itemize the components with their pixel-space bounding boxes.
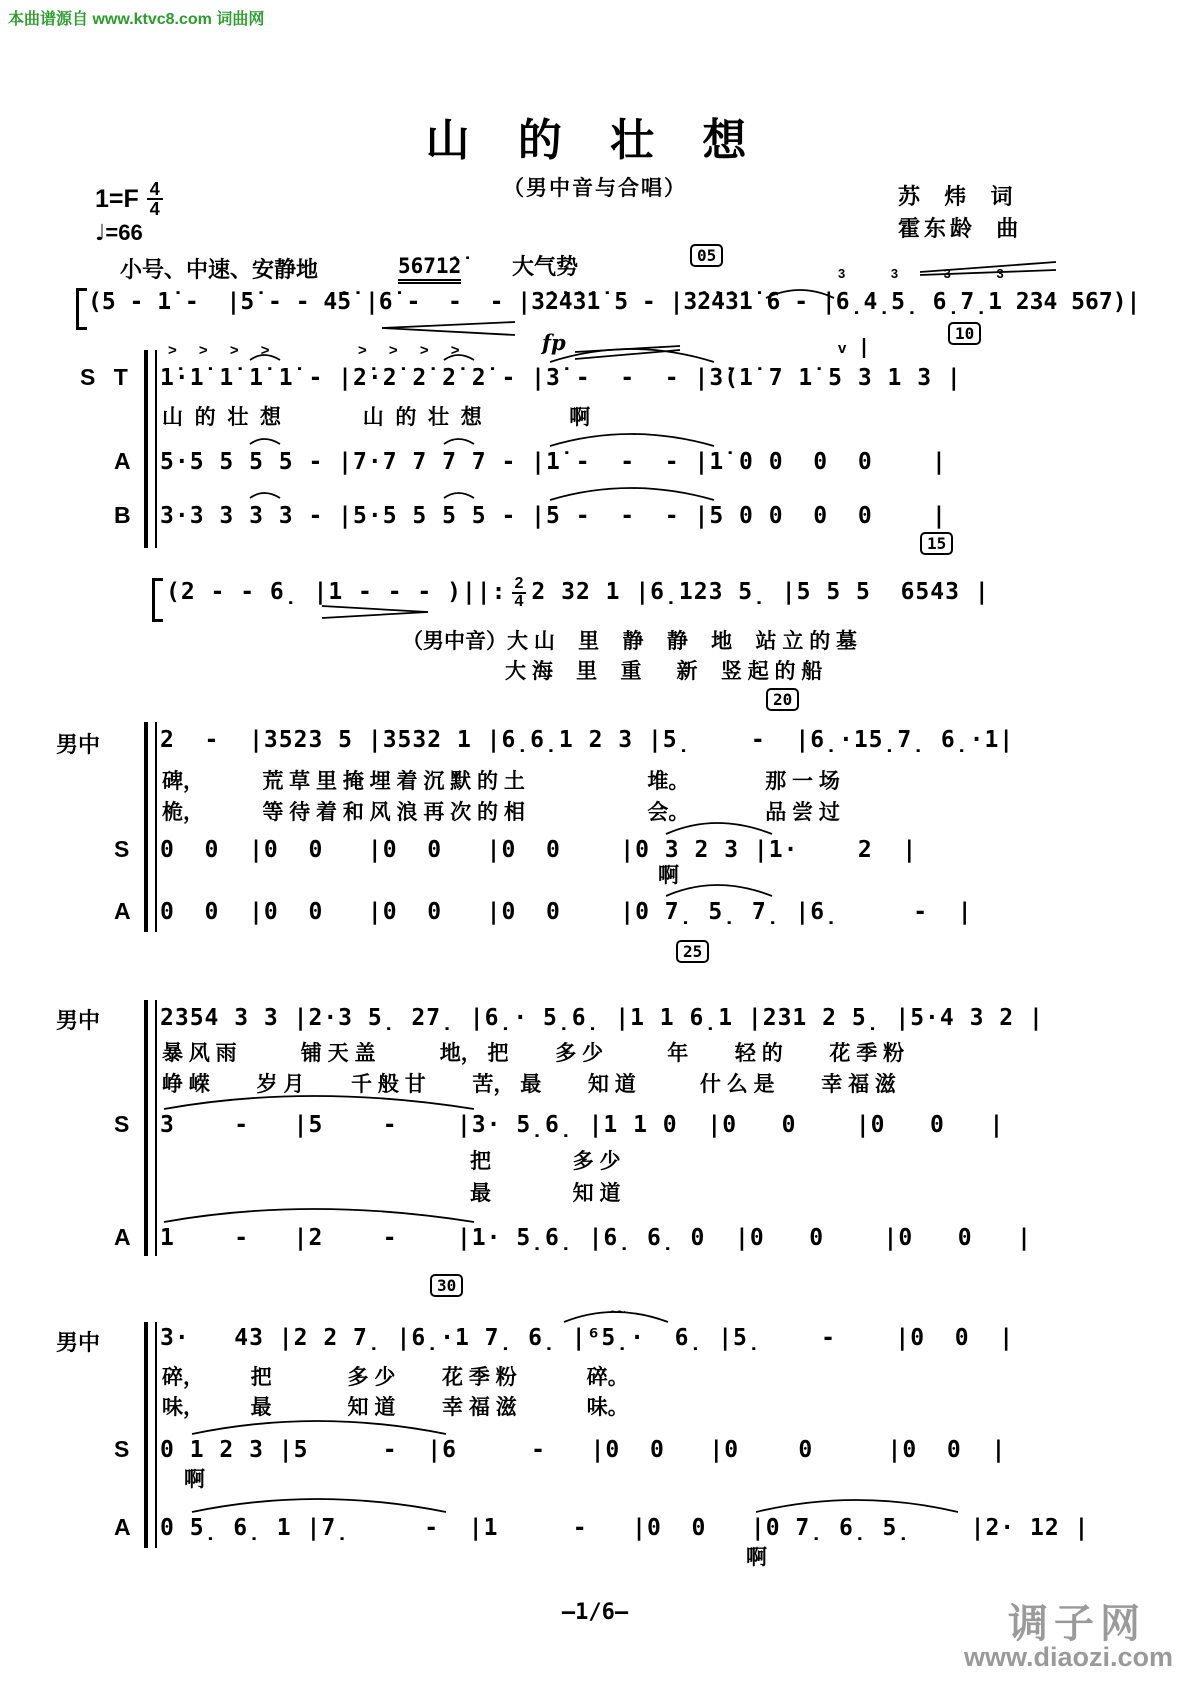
soprano-notes: 0 0 |0 0 |0 0 |0 0 |0 3 2 3 |1· 2 |	[160, 837, 918, 863]
baritone-lyrics-line1: 碑， 荒 草 里 掩 埋 着 沉 默 的 土 堆。 那 一 场	[162, 770, 840, 793]
voice-label-alto: A	[114, 1514, 131, 1540]
voice-label-soprano: S	[114, 1436, 130, 1462]
meter-signature	[147, 180, 163, 218]
voice-label-baritone: 男中	[56, 1008, 101, 1033]
pickup-notes: 5671̇2̇	[398, 254, 461, 284]
soprano-lyrics-line2: 最 知 道	[470, 1182, 621, 1205]
bridge-notes-row	[166, 576, 990, 610]
alto-notes: 0 5̣ 6̣ 1 |7̣ - |1 - |0 0 |0 7̣ 6̣ 5̣ |2· 12 |	[160, 1515, 1090, 1541]
voice-label-alto: A	[114, 448, 131, 474]
rehearsal-mark-15: 15	[920, 532, 953, 555]
soprano-notes: 0 1 2 3 |5 - |6 - |0 0 |0 0 |0 0 |	[160, 1437, 1007, 1463]
triplet-marks: 3 3 3 3	[838, 266, 1004, 281]
composer-credit: 霍东龄 曲	[898, 216, 1023, 241]
top-watermark: 本曲谱源自 www.ktvc8.com 词曲网	[8, 11, 265, 28]
rehearsal-mark-25: 25	[676, 940, 709, 963]
grandeur-direction: 大气势	[512, 254, 579, 279]
tempo-value: =66	[105, 220, 143, 245]
baritone-lyrics-line1: 暴 风 雨 铺 天 盖 地， 把 多 少 年 轻 的 花 季 粉	[162, 1042, 905, 1065]
soprano-notes: 3 - |5 - |3· 5̣6̣ |1 1 0 |0 0 |0 0 |	[160, 1112, 1005, 1138]
meter-top: 4	[147, 180, 163, 200]
tempo-row	[95, 220, 143, 246]
voice-label-soprano: S	[114, 1111, 130, 1137]
baritone-lyrics-line2: 桅， 等 待 着 和 风 浪 再 次 的 相 会。 品 尝 过	[162, 801, 840, 824]
baritone-lyrics-line2: 峥 嵘 岁 月 千 般 甘 苦， 最 知 道 什 么 是 幸 福 滋	[162, 1073, 896, 1096]
key-signature: 1=F	[95, 184, 139, 213]
system-bracket	[144, 1000, 157, 1256]
bottom-watermark-site: 调子网	[1008, 1602, 1146, 1646]
soprano-tenor-lyrics: 山 的 壮 想 山 的 壮 想 啊	[162, 406, 591, 429]
breath-mark: v	[838, 340, 847, 357]
page-subtitle: （男中音与合唱）	[503, 177, 687, 200]
key-meter-row	[95, 180, 163, 218]
ah-lyric: 啊	[746, 1546, 767, 1569]
accent-marks-1: > > > >	[168, 342, 270, 359]
bass-notes: 3·3 3 3 3 - |5·5 5 5 5 - |5 - - - |5 0 0 0 0 |	[160, 503, 947, 529]
voice-label-soprano: S	[114, 836, 130, 862]
ah-lyric: 啊	[184, 1468, 205, 1491]
soprano-lyrics-line1: 把 多 少	[470, 1150, 621, 1173]
bridge-meter-signature	[512, 576, 527, 610]
rehearsal-mark-20: 20	[766, 688, 799, 711]
baritone-notes: 2 - |3523 5 |3532 1 |6̣6̣1 2 3 |5̣ - |6̣·15̣7̣ 6̣·1|	[160, 727, 1015, 753]
baritone-lyrics-line1: 碎， 把 多 少 花 季 粉 碎。	[162, 1366, 629, 1389]
bottom-watermark-url: www.diaozi.com	[964, 1642, 1174, 1672]
alto-notes: 1 - |2 - |1· 5̣6̣ |6̣ 6̣ 0 |0 0 |0 0 |	[160, 1225, 1032, 1251]
voice-label-baritone: 男中	[56, 732, 101, 757]
mordent-mark: ~~	[610, 1304, 624, 1321]
rehearsal-mark-05: 05	[690, 244, 723, 267]
page-title: 山 的 壮 想	[425, 116, 765, 165]
intro-notes: (5 - 1̇ - |5̇ - - 4̇5̇ |6̇ - - - |3̇2̇4̇3̇1̇ 5 - |3̇2̇4̇3̇1̇ 6 - |6̣4̣5̣ 6̣7̣1 234 567)|	[88, 289, 1141, 315]
baritone-notes: 3· 43 |2 2 7̣ |6̣·1 7̣ 6̣ |⁶5̣· 6̣ |5̣ - |0 0 |	[160, 1325, 1015, 1351]
voice-label-alto: A	[114, 898, 131, 924]
bridge-notes-right: 2 32 1 |6̣123 5̣ |5 5 5 6543 |	[531, 579, 990, 606]
lyricist-credit: 苏 炜 词	[898, 184, 1017, 209]
rehearsal-mark-30: 30	[430, 1274, 463, 1297]
voice-label-soprano-tenor: S T	[80, 364, 134, 390]
soprano-tenor-notes: 1̇·1̇ 1̇ 1̇ 1̇ - |2̇·2̇ 2̇ 2̇ 2̇ - |3̇ - - - |3̇(1̇ 7 1̇ 5 3 1 3 |	[160, 365, 962, 391]
tempo-note-icon: ♩	[95, 221, 106, 246]
voice-label-bass: B	[114, 502, 131, 528]
bridge-notes-left: (2 - - 6̣ |1 - - - )||:	[166, 579, 507, 606]
system-bracket	[144, 1322, 157, 1548]
meter-bottom: 4	[149, 199, 160, 219]
intro-direction: 小号、中速、安静地	[120, 257, 319, 282]
system-bracket	[144, 350, 157, 548]
baritone-notes: 2354 3 3 |2·3 5̣ 27̣ |6̣· 5̣6̣ |1 1 6̣1 |231 2 5̣ |5·4 3 2 |	[160, 1005, 1044, 1031]
bridge-meter-top: 2	[512, 576, 527, 594]
system-bracket	[144, 722, 157, 932]
alto-notes: 5·5 5 5 5 - |7·7 7 7 7 - |1̇ - - - |1̇ 0 0 0 0 |	[160, 449, 947, 475]
bridge-lyrics-line2: 大 海 里 重 新 竖 起 的 船	[505, 660, 823, 683]
bridge-bracket	[152, 578, 163, 622]
ah-lyric: 啊	[658, 864, 679, 887]
voice-label-alto: A	[114, 1224, 131, 1250]
rehearsal-mark-10: 10	[948, 322, 981, 345]
bridge-lyrics-line1: （男中音）大 山 里 静 静 地 站 立 的 墓	[402, 630, 858, 653]
baritone-lyrics-line2: 味， 最 知 道 幸 福 滋 味。	[162, 1396, 629, 1419]
page-number: —1/6—	[561, 1600, 629, 1625]
accent-marks-2: > > > >	[358, 342, 460, 359]
fp-dynamic: fp	[542, 330, 566, 355]
bridge-meter-bottom: 4	[514, 593, 524, 610]
alto-notes: 0 0 |0 0 |0 0 |0 0 |0 7̣ 5̣ 7̣ |6̣ - |	[160, 899, 973, 925]
intro-bracket	[76, 288, 87, 330]
voice-label-baritone: 男中	[56, 1330, 101, 1355]
